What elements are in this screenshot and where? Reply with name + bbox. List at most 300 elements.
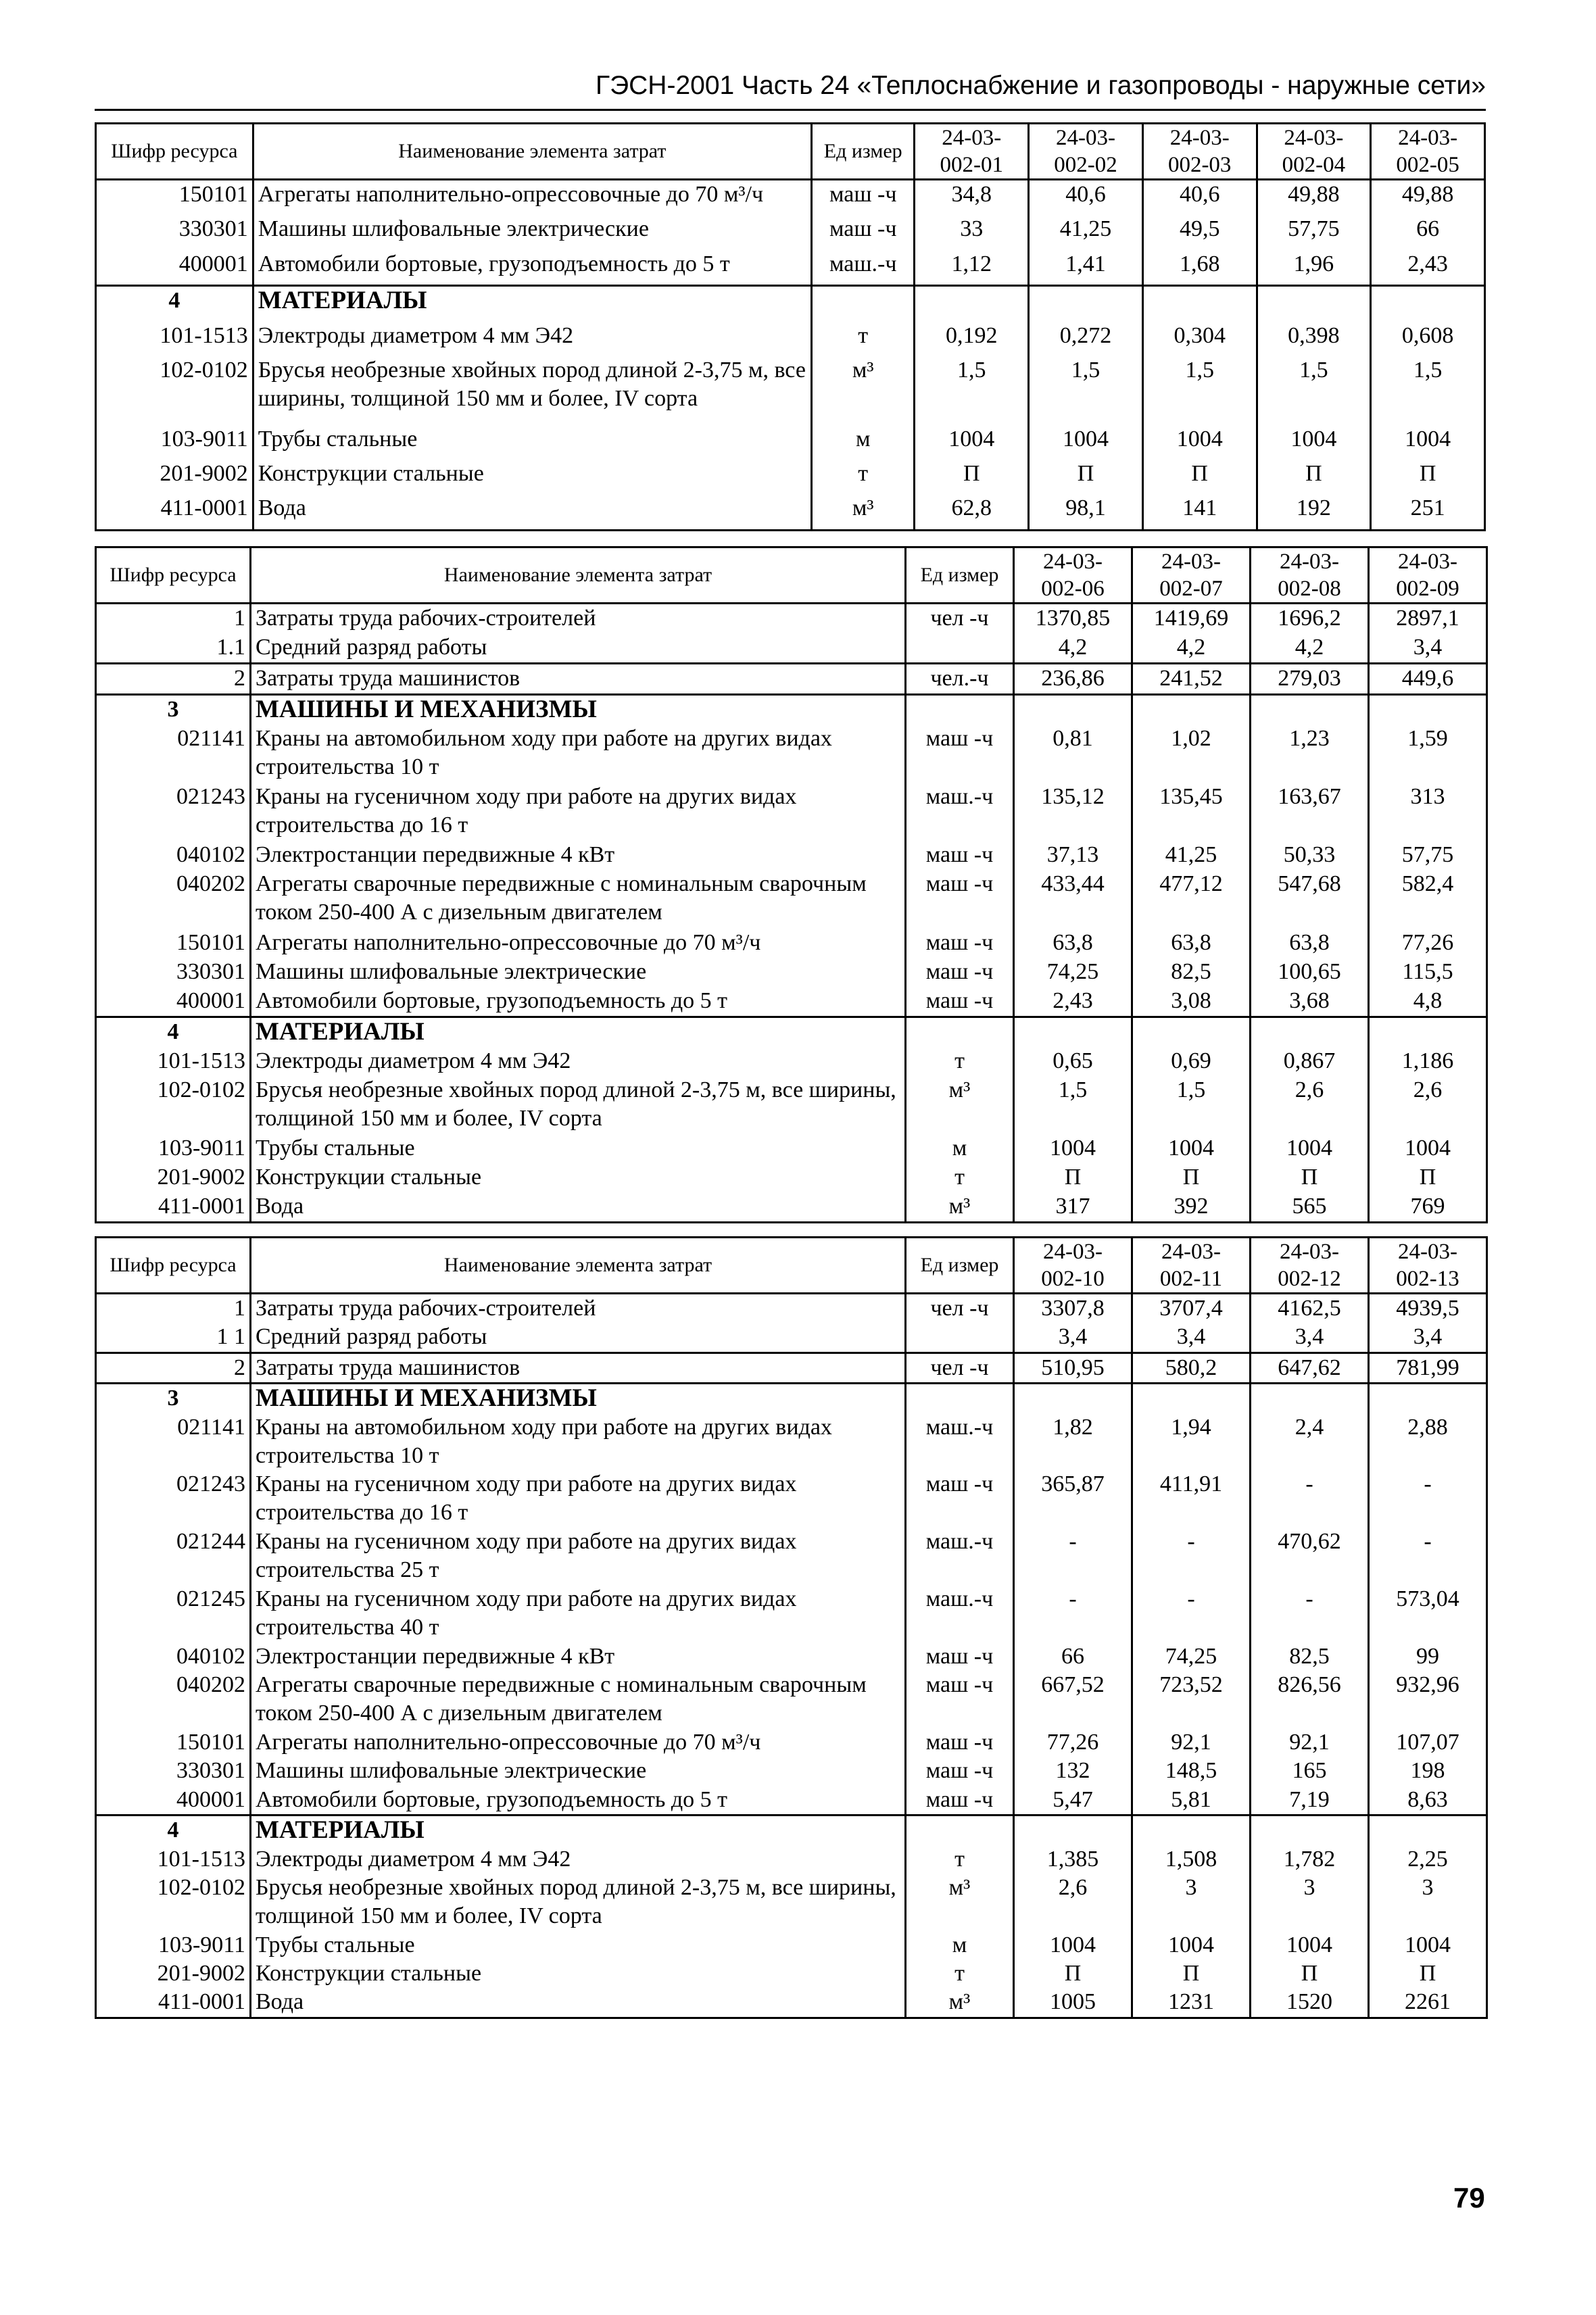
cell-code: 1 <box>96 1294 251 1323</box>
header-norm-code: 24-03- 002-07 <box>1132 547 1251 604</box>
cell-value: 192 <box>1257 494 1371 530</box>
cell-name: Брусья необрезные хвойных пород длиной 2-3,75 м, все ширины, толщиной 150 мм и более, IV сорта <box>251 1874 906 1931</box>
cell-value: 582,4 <box>1369 870 1487 928</box>
cell-value: 1419,69 <box>1132 604 1251 634</box>
cell-unit: м³ <box>906 1874 1014 1931</box>
table-row <box>96 1728 1487 1757</box>
cell-code: 150101 <box>96 929 251 958</box>
cell-name: Брусья необрезные хвойных пород длиной 2-3,75 м, все ширины, толщиной 150 мм и более, IV сорта <box>253 356 811 425</box>
cell-name: Машины шлифовальные электрические <box>251 958 906 987</box>
table-row <box>96 1470 1487 1528</box>
table-row <box>96 664 1487 695</box>
cell-value: 1,508 <box>1132 1845 1251 1874</box>
cell-code: 040202 <box>96 870 251 928</box>
cell-value: 1004 <box>1132 1931 1251 1959</box>
cell-code: 4 <box>96 286 253 322</box>
cell-unit: чел -ч <box>906 1294 1014 1323</box>
cell-code: 400001 <box>96 250 253 286</box>
cell-name: МАТЕРИАЛЫ <box>251 1816 906 1845</box>
cell-value: 3,68 <box>1251 987 1369 1017</box>
cell-unit: маш.-ч <box>812 250 915 286</box>
cell-value: 1004 <box>1257 425 1371 460</box>
cell-name: Конструкции стальные <box>251 1163 906 1192</box>
cell-value: - <box>1251 1585 1369 1642</box>
header-name: Наименование элемента затрат <box>253 124 811 180</box>
cell-value: 1004 <box>1371 425 1485 460</box>
table-row <box>96 1353 1487 1383</box>
header-code: Шифр ресурса <box>96 547 251 604</box>
cell-name: Краны на гусеничном ходу при работе на других видах строительства 25 т <box>251 1528 906 1585</box>
cell-name: Вода <box>251 1988 906 2018</box>
table-row <box>96 1786 1487 1816</box>
cell-value: - <box>1014 1528 1132 1585</box>
header-norm-code: 24-03- 002-12 <box>1251 1238 1369 1294</box>
section-row <box>96 695 1487 725</box>
cell-code: 040202 <box>96 1671 251 1728</box>
cell-unit: т <box>906 1163 1014 1192</box>
cell-value: 1004 <box>1369 1134 1487 1163</box>
cell-name: Автомобили бортовые, грузоподъемность до 5 т <box>253 250 811 286</box>
cell-value: 0,867 <box>1251 1047 1369 1076</box>
cell-value: 198 <box>1369 1757 1487 1785</box>
cell-value: 49,5 <box>1142 215 1257 249</box>
cell-value <box>1369 1017 1487 1047</box>
cell-value: 74,25 <box>1132 1642 1251 1671</box>
cell-name: Трубы стальные <box>253 425 811 460</box>
cell-code: 3 <box>96 695 251 725</box>
cell-value: 580,2 <box>1132 1353 1251 1383</box>
cell-code: 411-0001 <box>96 494 253 530</box>
cell-value: П <box>1132 1163 1251 1192</box>
cell-name: Агрегаты сварочные передвижные с номинальным сварочным током 250-400 А с дизельным двигателем <box>251 870 906 928</box>
cell-value: П <box>1369 1959 1487 1988</box>
cell-value <box>1369 1384 1487 1413</box>
cell-value: 1,96 <box>1257 250 1371 286</box>
cell-value: 0,81 <box>1014 725 1132 783</box>
table-row <box>96 322 1485 356</box>
cell-code: 201-9002 <box>96 460 253 494</box>
cell-value: 2,88 <box>1369 1413 1487 1471</box>
table-row <box>96 929 1487 958</box>
cell-value: 411,91 <box>1132 1470 1251 1528</box>
cell-unit: маш.-ч <box>906 1528 1014 1585</box>
table-row <box>96 1163 1487 1192</box>
cell-code: 330301 <box>96 1757 251 1785</box>
header-name: Наименование элемента затрат <box>251 547 906 604</box>
cell-value: 647,62 <box>1251 1353 1369 1383</box>
cell-value: 3,4 <box>1251 1323 1369 1353</box>
cell-unit <box>812 286 915 322</box>
table-row <box>96 783 1487 841</box>
cell-unit: м <box>906 1931 1014 1959</box>
cell-value: 3,4 <box>1369 1323 1487 1353</box>
cell-unit: т <box>906 1845 1014 1874</box>
cell-name: Затраты труда рабочих-строителей <box>251 1294 906 1323</box>
cell-value: 115,5 <box>1369 958 1487 987</box>
cell-value: 92,1 <box>1251 1728 1369 1757</box>
header-norm-code: 24-03- 002-02 <box>1029 124 1143 180</box>
table-row <box>96 494 1485 530</box>
cell-value <box>1132 1816 1251 1845</box>
cell-value <box>1014 1384 1132 1413</box>
header-norm-code: 24-03- 002-11 <box>1132 1238 1251 1294</box>
cell-value: 100,65 <box>1251 958 1369 987</box>
cell-value: 63,8 <box>1251 929 1369 958</box>
cell-value: 1,782 <box>1251 1845 1369 1874</box>
cell-value: 4,2 <box>1014 633 1132 664</box>
table-row <box>96 633 1487 664</box>
cell-value: П <box>1014 1959 1132 1988</box>
cell-value: 40,6 <box>1142 180 1257 216</box>
cell-unit: маш -ч <box>812 215 915 249</box>
cell-value: 470,62 <box>1251 1528 1369 1585</box>
cell-value: 1,59 <box>1369 725 1487 783</box>
cell-unit: маш.-ч <box>906 1585 1014 1642</box>
cell-code: 1 <box>96 604 251 634</box>
table-row <box>96 1192 1487 1223</box>
cell-value: 2261 <box>1369 1988 1487 2018</box>
page-header <box>95 64 1486 111</box>
section-row <box>96 1017 1487 1047</box>
header-code: Шифр ресурса <box>96 124 253 180</box>
cell-value: 57,75 <box>1369 841 1487 870</box>
cell-code: 101-1513 <box>96 322 253 356</box>
table-row <box>96 870 1487 928</box>
cell-value: 92,1 <box>1132 1728 1251 1757</box>
cell-value <box>1251 1017 1369 1047</box>
page-number: 79 <box>1453 2182 1485 2214</box>
cell-value <box>1142 286 1257 322</box>
cell-value: 932,96 <box>1369 1671 1487 1728</box>
cell-unit: маш -ч <box>906 725 1014 783</box>
cell-unit: маш -ч <box>906 1786 1014 1816</box>
cell-name: Средний разряд работы <box>251 1323 906 1353</box>
cell-value: 0,192 <box>915 322 1029 356</box>
cell-unit: маш -ч <box>906 1671 1014 1728</box>
cell-name: Машины шлифовальные электрические <box>251 1757 906 1785</box>
cell-unit: т <box>812 460 915 494</box>
cell-code: 103-9011 <box>96 1931 251 1959</box>
table-header-row <box>96 1238 1487 1294</box>
cell-value <box>1257 286 1371 322</box>
cell-value: 4,8 <box>1369 987 1487 1017</box>
section-row <box>96 286 1485 322</box>
cell-name: Краны на гусеничном ходу при работе на других видах строительства до 16 т <box>251 783 906 841</box>
header-norm-code: 24-03- 002-06 <box>1014 547 1132 604</box>
cell-value: 37,13 <box>1014 841 1132 870</box>
cell-code: 411-0001 <box>96 1988 251 2018</box>
cell-value: 3,4 <box>1369 633 1487 664</box>
cell-name: Краны на автомобильном ходу при работе на других видах строительства 10 т <box>251 1413 906 1471</box>
cell-value <box>1251 1384 1369 1413</box>
header-norm-code: 24-03- 002-03 <box>1142 124 1257 180</box>
cell-unit: маш -ч <box>906 987 1014 1017</box>
cell-value: 49,88 <box>1371 180 1485 216</box>
cell-value <box>915 286 1029 322</box>
section-row <box>96 1816 1487 1845</box>
header-norm-code: 24-03- 002-01 <box>915 124 1029 180</box>
cell-value: П <box>1257 460 1371 494</box>
cell-value: 667,52 <box>1014 1671 1132 1728</box>
cell-value: 4,2 <box>1251 633 1369 664</box>
cell-code: 150101 <box>96 1728 251 1757</box>
table-row <box>96 1585 1487 1642</box>
cell-value: 3 <box>1369 1874 1487 1931</box>
cell-value: 49,88 <box>1257 180 1371 216</box>
table-row <box>96 180 1485 216</box>
cell-value: 3,4 <box>1014 1323 1132 1353</box>
header-code: Шифр ресурса <box>96 1238 251 1294</box>
cell-code: 1 1 <box>96 1323 251 1353</box>
cell-value: - <box>1014 1585 1132 1642</box>
cell-unit: м <box>812 425 915 460</box>
table-row <box>96 1874 1487 1931</box>
cell-code: 2 <box>96 664 251 695</box>
header-norm-code: 24-03- 002-10 <box>1014 1238 1132 1294</box>
cell-unit: м³ <box>812 356 915 425</box>
cell-code: 201-9002 <box>96 1959 251 1988</box>
document-title: ГЭСН-2001 Часть 24 «Теплоснабжение и газопроводы - наружные сети» <box>595 71 1486 100</box>
cell-value: 236,86 <box>1014 664 1132 695</box>
cell-value: П <box>1369 1163 1487 1192</box>
cell-unit <box>906 1816 1014 1845</box>
cell-value: 4939,5 <box>1369 1294 1487 1323</box>
cell-unit: маш -ч <box>906 870 1014 928</box>
cell-name: МАШИНЫ И МЕХАНИЗМЫ <box>251 1384 906 1413</box>
cell-value: 165 <box>1251 1757 1369 1785</box>
table-row <box>96 1845 1487 1874</box>
cell-value: 2,6 <box>1369 1076 1487 1134</box>
cell-unit: т <box>906 1047 1014 1076</box>
cell-value: 826,56 <box>1251 1671 1369 1728</box>
cell-name: Электроды диаметром 4 мм Э42 <box>251 1047 906 1076</box>
cell-value <box>1369 695 1487 725</box>
cell-value: 63,8 <box>1014 929 1132 958</box>
cell-code: 330301 <box>96 215 253 249</box>
table-header-row <box>96 124 1485 180</box>
header-norm-code: 24-03- 002-13 <box>1369 1238 1487 1294</box>
cell-value: 82,5 <box>1251 1642 1369 1671</box>
cell-value: 392 <box>1132 1192 1251 1223</box>
cell-value: - <box>1369 1528 1487 1585</box>
cell-name: Агрегаты наполнительно-опрессовочные до 70 м³/ч <box>251 1728 906 1757</box>
cell-value: 1,5 <box>1257 356 1371 425</box>
cell-code: 411-0001 <box>96 1192 251 1223</box>
cell-value: 50,33 <box>1251 841 1369 870</box>
table-row <box>96 1959 1487 1988</box>
cell-name: Вода <box>251 1192 906 1223</box>
cell-value: 1,5 <box>1132 1076 1251 1134</box>
cell-value: 1,82 <box>1014 1413 1132 1471</box>
cell-value: 62,8 <box>915 494 1029 530</box>
cell-name: Агрегаты наполнительно-опрессовочные до 70 м³/ч <box>253 180 811 216</box>
cell-value: 66 <box>1371 215 1485 249</box>
table-row <box>96 250 1485 286</box>
cell-value: 769 <box>1369 1192 1487 1223</box>
cell-name: Брусья необрезные хвойных пород длиной 2-3,75 м, все ширины, толщиной 150 мм и более, IV сорта <box>251 1076 906 1134</box>
cell-value: 241,52 <box>1132 664 1251 695</box>
cell-value: 1,12 <box>915 250 1029 286</box>
cell-value: 1,02 <box>1132 725 1251 783</box>
cell-unit <box>906 633 1014 664</box>
cell-unit: маш -ч <box>906 1757 1014 1785</box>
cell-name: Конструкции стальные <box>253 460 811 494</box>
cell-value: 1004 <box>1369 1931 1487 1959</box>
cell-value: 132 <box>1014 1757 1132 1785</box>
table-row <box>96 1076 1487 1134</box>
cell-value: 1,5 <box>1029 356 1143 425</box>
cell-value: 449,6 <box>1369 664 1487 695</box>
cell-value: 1004 <box>1142 425 1257 460</box>
cell-code: 021243 <box>96 1470 251 1528</box>
table-row <box>96 958 1487 987</box>
table-row <box>96 725 1487 783</box>
cell-value: 433,44 <box>1014 870 1132 928</box>
cell-code: 021245 <box>96 1585 251 1642</box>
cell-value: 279,03 <box>1251 664 1369 695</box>
cell-value: - <box>1369 1470 1487 1528</box>
table-row <box>96 1988 1487 2018</box>
cell-name: Агрегаты наполнительно-опрессовочные до 70 м³/ч <box>251 929 906 958</box>
table-row <box>96 1134 1487 1163</box>
cell-code: 040102 <box>96 1642 251 1671</box>
cell-name: МАТЕРИАЛЫ <box>253 286 811 322</box>
estimate-table-2 <box>95 546 1488 1223</box>
cell-value: 3,08 <box>1132 987 1251 1017</box>
cell-value: 99 <box>1369 1642 1487 1671</box>
cell-code: 2 <box>96 1353 251 1383</box>
cell-value: П <box>1014 1163 1132 1192</box>
table-row <box>96 987 1487 1017</box>
cell-name: Затраты труда машинистов <box>251 1353 906 1383</box>
cell-unit: маш -ч <box>906 1728 1014 1757</box>
cell-code: 4 <box>96 1017 251 1047</box>
header-norm-code: 24-03- 002-09 <box>1369 547 1487 604</box>
cell-value: 2,43 <box>1014 987 1132 1017</box>
cell-name: Затраты труда машинистов <box>251 664 906 695</box>
cell-value: 57,75 <box>1257 215 1371 249</box>
cell-value: 1,186 <box>1369 1047 1487 1076</box>
cell-unit: маш.-ч <box>906 783 1014 841</box>
cell-code: 201-9002 <box>96 1163 251 1192</box>
cell-value: 1,5 <box>1142 356 1257 425</box>
header-unit: Ед измер <box>906 1238 1014 1294</box>
cell-value: 1004 <box>915 425 1029 460</box>
cell-value: 34,8 <box>915 180 1029 216</box>
cell-name: Электростанции передвижные 4 кВт <box>251 841 906 870</box>
cell-value <box>1132 695 1251 725</box>
cell-code: 102-0102 <box>96 1076 251 1134</box>
section-row <box>96 1384 1487 1413</box>
cell-name: Агрегаты сварочные передвижные с номинальным сварочным током 250-400 А с дизельным двигателем <box>251 1671 906 1728</box>
cell-value: 2897,1 <box>1369 604 1487 634</box>
cell-value: 1004 <box>1251 1134 1369 1163</box>
cell-unit <box>906 1017 1014 1047</box>
table-row <box>96 215 1485 249</box>
cell-code: 021141 <box>96 1413 251 1471</box>
cell-value: П <box>1251 1959 1369 1988</box>
table-row <box>96 1047 1487 1076</box>
cell-value: 107,07 <box>1369 1728 1487 1757</box>
header-name: Наименование элемента затрат <box>251 1238 906 1294</box>
cell-value: 1231 <box>1132 1988 1251 2018</box>
cell-name: Автомобили бортовые, грузоподъемность до 5 т <box>251 987 906 1017</box>
cell-value: 98,1 <box>1029 494 1143 530</box>
cell-value <box>1251 695 1369 725</box>
cell-value: 41,25 <box>1029 215 1143 249</box>
cell-value: 135,12 <box>1014 783 1132 841</box>
cell-value: 317 <box>1014 1192 1132 1223</box>
cell-value: 781,99 <box>1369 1353 1487 1383</box>
cell-unit: маш -ч <box>906 841 1014 870</box>
cell-unit: м³ <box>906 1988 1014 2018</box>
table-row <box>96 1671 1487 1728</box>
cell-value: П <box>1029 460 1143 494</box>
cell-value: 1004 <box>1029 425 1143 460</box>
cell-value: 1696,2 <box>1251 604 1369 634</box>
cell-value: 313 <box>1369 783 1487 841</box>
cell-value: 1,385 <box>1014 1845 1132 1874</box>
cell-value: 3 <box>1251 1874 1369 1931</box>
cell-value: 547,68 <box>1251 870 1369 928</box>
cell-value: 1370,85 <box>1014 604 1132 634</box>
cell-value: 0,69 <box>1132 1047 1251 1076</box>
cell-value: 77,26 <box>1369 929 1487 958</box>
cell-name: Краны на автомобильном ходу при работе на других видах строительства 10 т <box>251 725 906 783</box>
cell-value: 573,04 <box>1369 1585 1487 1642</box>
cell-value: 7,19 <box>1251 1786 1369 1816</box>
cell-code: 021243 <box>96 783 251 841</box>
cell-name: Вода <box>253 494 811 530</box>
cell-unit: м³ <box>812 494 915 530</box>
cell-value <box>1371 286 1485 322</box>
cell-unit: м³ <box>906 1192 1014 1223</box>
cell-unit: маш.-ч <box>906 1413 1014 1471</box>
cell-value: 4,2 <box>1132 633 1251 664</box>
estimate-table-3 <box>95 1236 1488 2019</box>
cell-value: П <box>915 460 1029 494</box>
cell-value: 723,52 <box>1132 1671 1251 1728</box>
cell-value <box>1014 1017 1132 1047</box>
cell-value: 1004 <box>1014 1931 1132 1959</box>
cell-value: 565 <box>1251 1192 1369 1223</box>
header-norm-code: 24-03- 002-04 <box>1257 124 1371 180</box>
cell-value: П <box>1142 460 1257 494</box>
cell-value: 0,272 <box>1029 322 1143 356</box>
cell-name: Краны на гусеничном ходу при работе на других видах строительства до 16 т <box>251 1470 906 1528</box>
cell-unit: маш -ч <box>906 1470 1014 1528</box>
table-row <box>96 841 1487 870</box>
cell-value: 510,95 <box>1014 1353 1132 1383</box>
cell-value: П <box>1371 460 1485 494</box>
cell-value <box>1132 1384 1251 1413</box>
cell-value: 1,41 <box>1029 250 1143 286</box>
cell-unit <box>906 695 1014 725</box>
cell-value: 148,5 <box>1132 1757 1251 1785</box>
header-unit: Ед измер <box>906 547 1014 604</box>
header-unit: Ед измер <box>812 124 915 180</box>
cell-value: 0,608 <box>1371 322 1485 356</box>
cell-code: 040102 <box>96 841 251 870</box>
cell-name: Трубы стальные <box>251 1931 906 1959</box>
cell-value: 4162,5 <box>1251 1294 1369 1323</box>
cell-value: 1520 <box>1251 1988 1369 2018</box>
cell-unit: чел.-ч <box>906 664 1014 695</box>
cell-name: Машины шлифовальные электрические <box>253 215 811 249</box>
cell-value: 82,5 <box>1132 958 1251 987</box>
cell-code: 021244 <box>96 1528 251 1585</box>
table-row <box>96 1413 1487 1471</box>
